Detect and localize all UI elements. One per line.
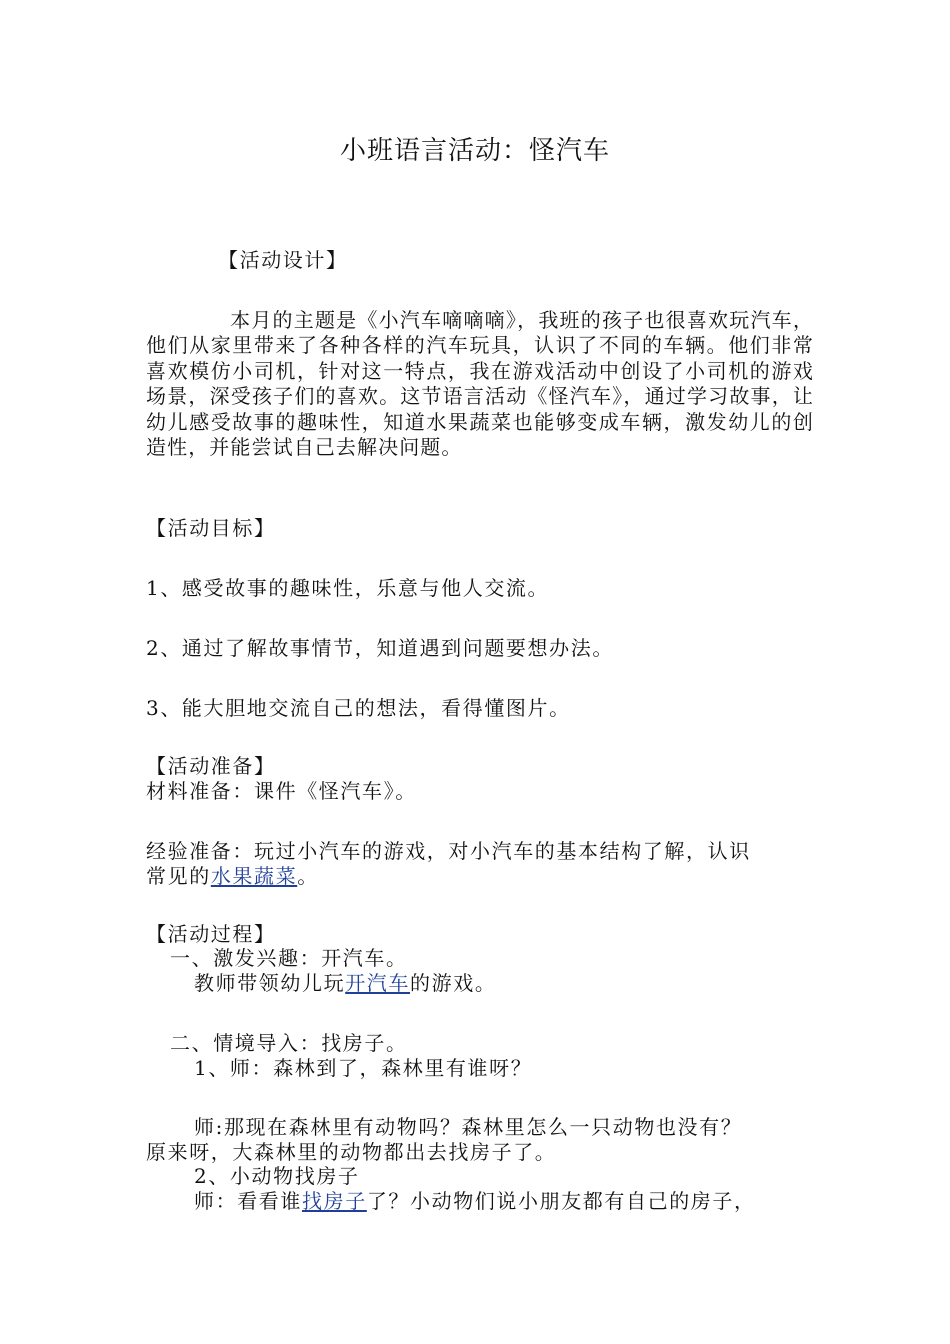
prep-heading: 【活动准备】: [146, 754, 276, 778]
process-step-2-sub-2: 2、小动物找房子: [194, 1164, 360, 1188]
goal-item-3: 3、能大胆地交流自己的想法，看得懂图片。: [146, 696, 571, 720]
prep-material: 材料准备：课件《怪汽车》。: [146, 779, 417, 803]
fruit-vegetable-link[interactable]: 水果蔬菜: [210, 864, 298, 888]
process-step-2-sub-1: 1、师：森林到了，森林里有谁呀？: [194, 1056, 533, 1080]
process-step-1-detail: [194, 971, 496, 995]
design-paragraph-text: 本月的主题是《小汽车嘀嘀嘀》，我班的孩子也很喜欢玩汽车，他们从家里带来了各种各样的汽车玩具，认识了不同的车辆。他们非常喜欢模仿小司机，针对这一特点，我在游戏活动中创设了小司机的游戏场景，深受孩子们的喜欢。这节语言活动《怪汽车》，通过学习故事，让幼儿感受故事的趣味性，知道水果蔬菜也能够变成车辆，激发幼儿的创造性，并能尝试自己去解决问题。: [146, 308, 814, 460]
design-heading: 【活动设计】: [218, 248, 348, 272]
design-paragraph: [146, 308, 814, 460]
process-step-1: 一、激发兴趣：开汽车。: [170, 946, 408, 970]
prep-experience-text: 常见的: [146, 864, 211, 888]
process-step-2-teacher-line-2: 原来呀，大森林里的动物都出去找房子了。: [146, 1140, 557, 1164]
prep-experience-end: 。: [297, 864, 319, 888]
prep-experience-line-2: [146, 864, 319, 888]
goal-item-1: 1、感受故事的趣味性，乐意与他人交流。: [146, 576, 550, 600]
process-step-2-teacher-line-1: 师:那现在森林里有动物吗？森林里怎么一只动物也没有？: [194, 1115, 743, 1139]
process-step-2-sub-2-detail: [194, 1189, 756, 1213]
goal-item-2: 2、通过了解故事情节，知道遇到问题要想办法。: [146, 636, 614, 660]
drive-car-link[interactable]: 开汽车: [345, 971, 411, 995]
process-heading: 【活动过程】: [146, 922, 276, 946]
find-house-link[interactable]: 找房子: [302, 1189, 367, 1213]
goals-heading: 【活动目标】: [146, 516, 276, 540]
step-1-detail-end: 的游戏。: [410, 971, 497, 995]
prep-experience-line-1: 经验准备：玩过小汽车的游戏，对小汽车的基本结构了解，认识: [146, 839, 751, 863]
document-title: 小班语言活动：怪汽车: [339, 136, 610, 166]
step-2-detail-end: 了？小动物们说小朋友都有自己的房子，: [366, 1189, 756, 1213]
step-1-detail-text: 教师带领幼儿玩: [194, 971, 346, 995]
process-step-2: 二、情境导入：找房子。: [170, 1031, 408, 1055]
step-2-detail-text: 师：看看谁: [194, 1189, 302, 1213]
